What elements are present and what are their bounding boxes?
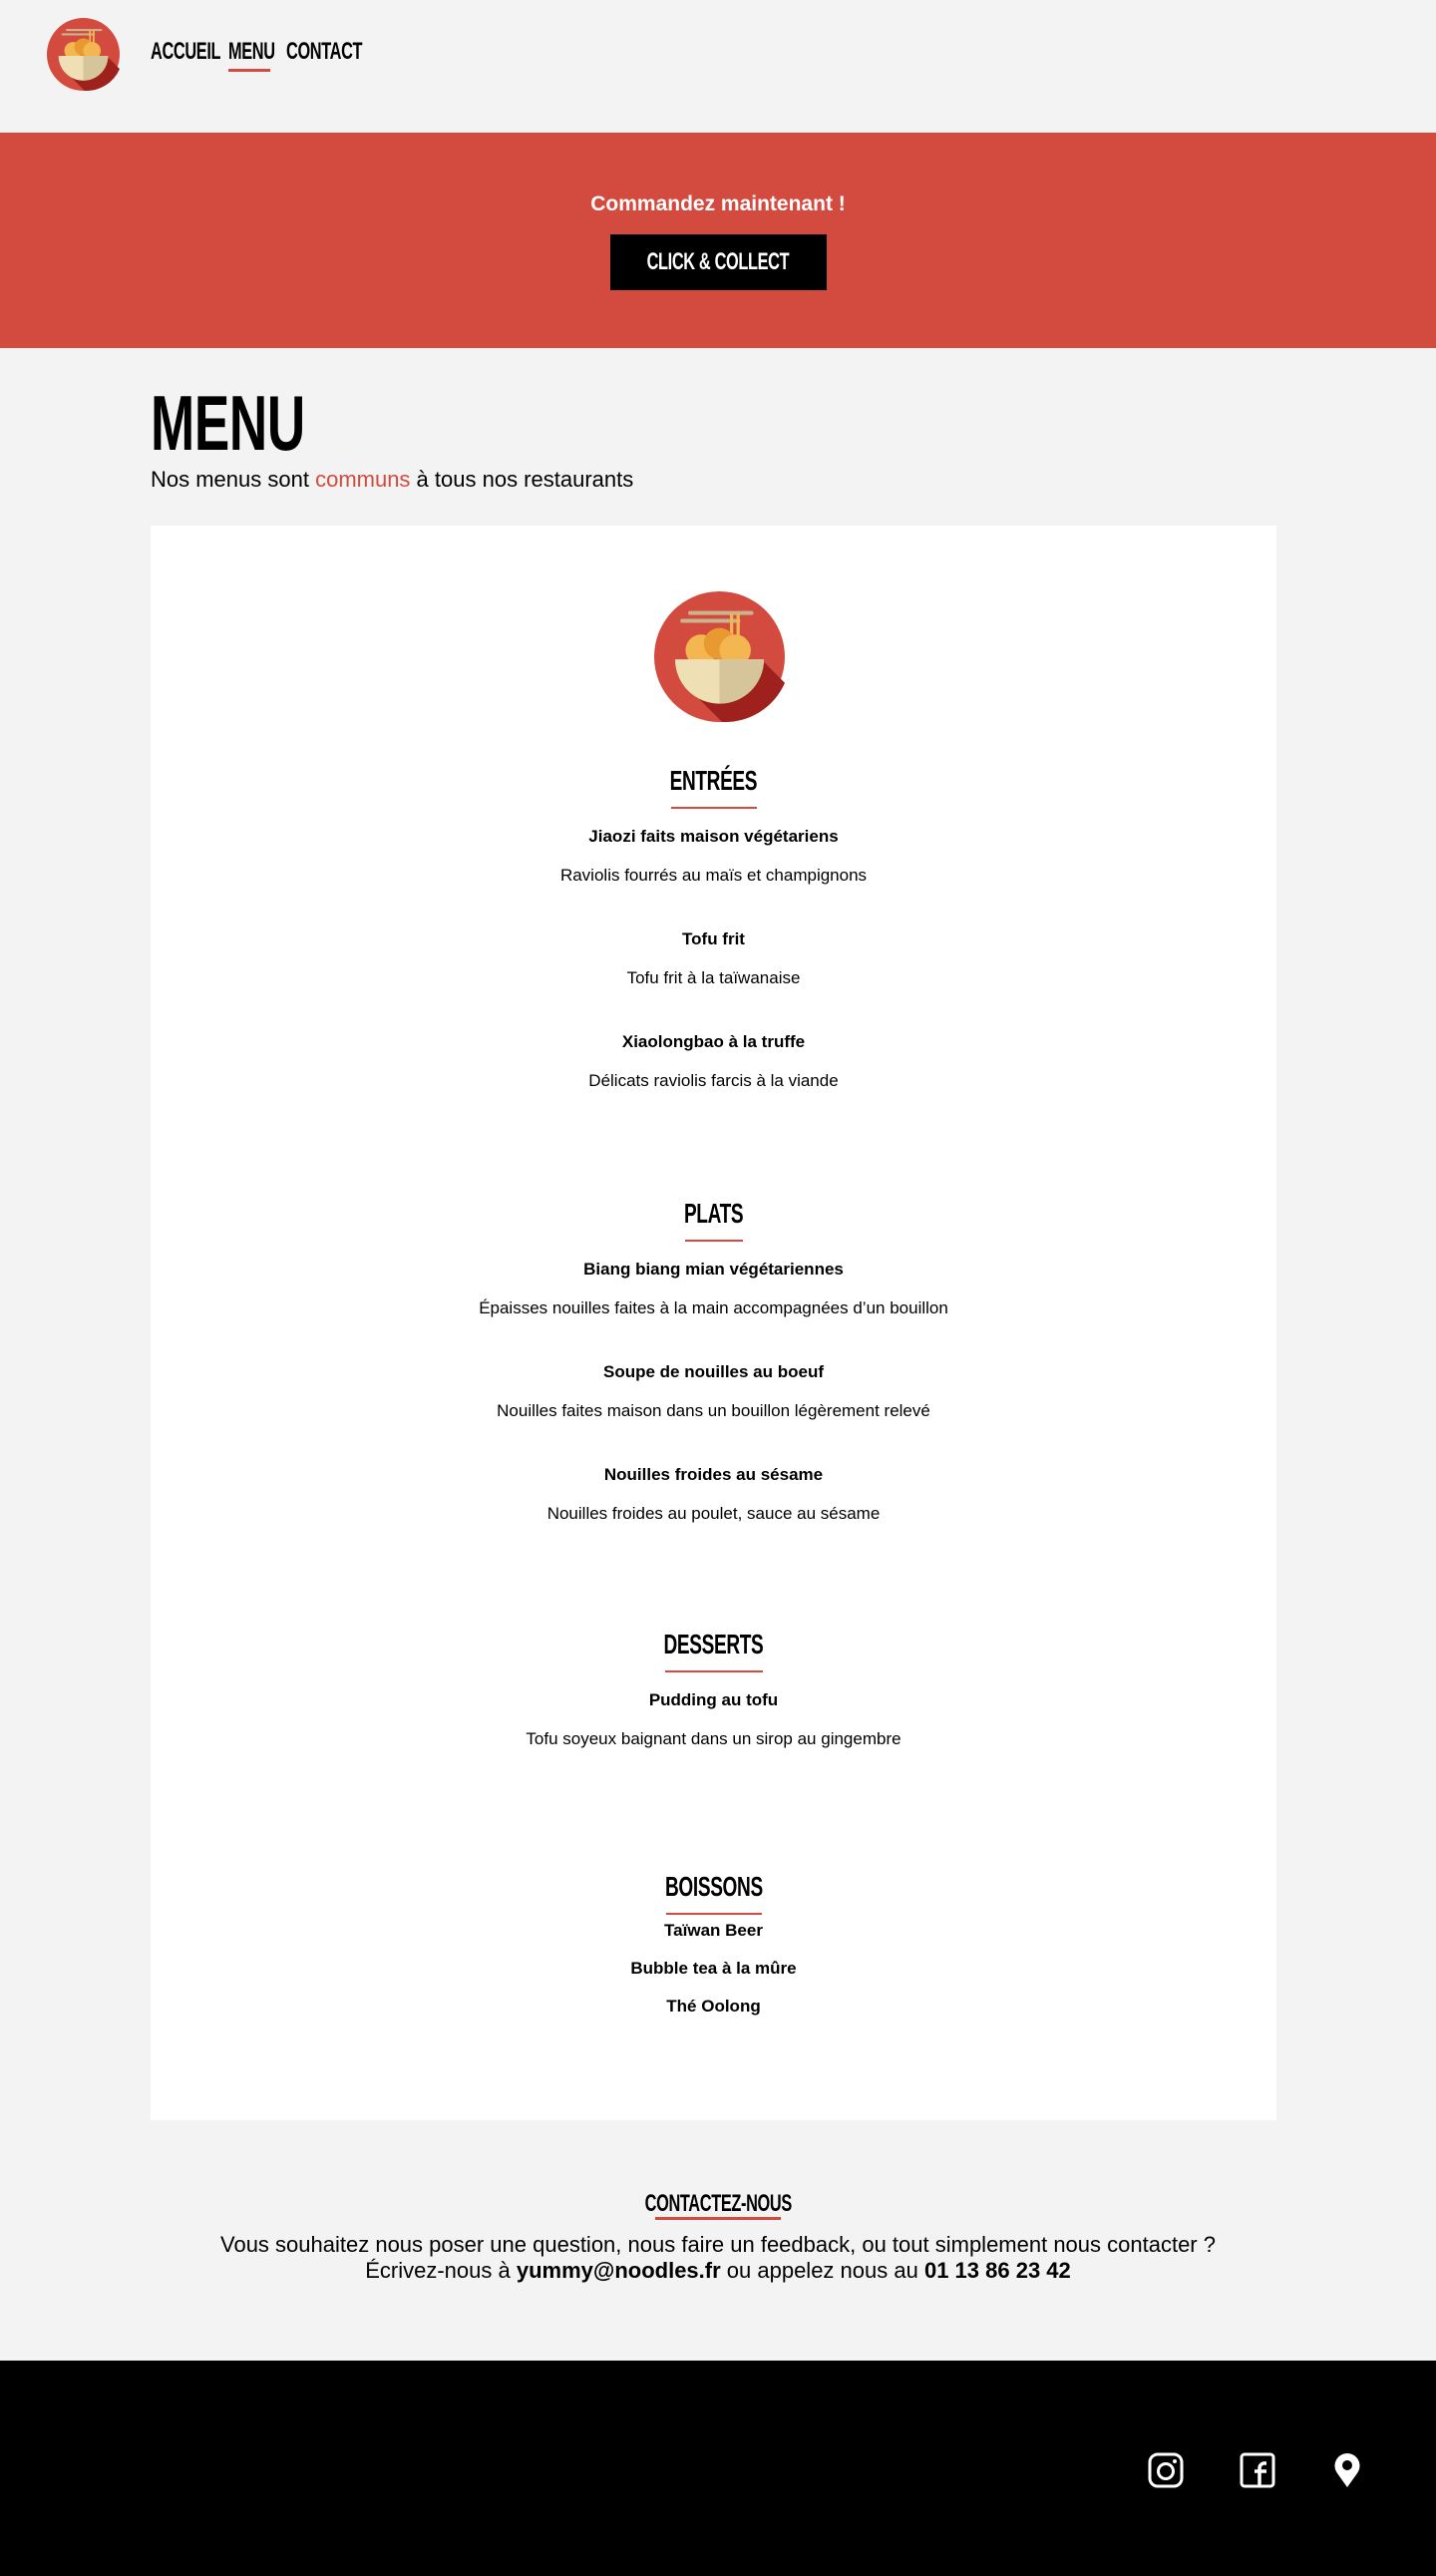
section-title: ENTRÉES [151,765,1276,801]
menu-item: Tofu frit Tofu frit à la taïwanaise [626,929,801,987]
drink-item: Bubble tea à la mûre [630,1959,797,1978]
menu-item: Xiaolongbao à la truffe Délicats raviolis farcis à la viande [588,1032,839,1090]
menu-item: Biang biang mian végétariennes Épaisses nouilles faites à la main accompagnées d’un bouillon [479,1260,948,1317]
page-subtitle: Nos menus sont communs à tous nos restaurants [151,467,634,492]
drink-item: Thé Oolong [666,1997,761,2016]
site-footer [0,2361,1436,2576]
section-title: BOISSONS [151,1871,1276,1907]
instagram-icon[interactable] [1148,2452,1184,2488]
menu-heading [151,379,634,493]
nav-contact[interactable]: CONTACT [286,38,363,65]
section-title: PLATS [151,1198,1276,1234]
menu-item: Jiaozi faits maison végétariens Raviolis fourrés au maïs et champignons [559,827,868,885]
map-pin-icon[interactable] [1329,2452,1365,2488]
nav-accueil[interactable]: ACCUEIL [151,38,221,65]
nav-menu[interactable]: MENU [228,38,270,68]
main-nav [151,38,363,68]
order-text: Commandez maintenant ! [590,192,846,215]
order-banner [0,133,1436,348]
noodle-bowl-illustration [654,591,785,722]
menu-item: Soupe de nouilles au boeuf Nouilles faites maison dans un bouillon légèrement relevé [497,1362,930,1420]
contact-email[interactable]: yummy@noodles.fr [516,2258,721,2283]
section-boissons [151,1871,1276,2017]
click-collect-button[interactable]: CLICK & COLLECT [610,234,827,290]
noodle-bowl-logo[interactable] [47,18,120,91]
section-title: DESSERTS [151,1629,1276,1664]
facebook-icon[interactable] [1240,2452,1275,2488]
site-header [0,0,1436,133]
drink-item: Taïwan Beer [664,1921,763,1940]
page-title: MENU [151,379,305,467]
menu-item: Nouilles froides au sésame Nouilles froides au poulet, sauce au sésame [546,1465,881,1523]
menu-card [151,526,1276,2120]
contact-phone[interactable]: 01 13 86 23 42 [923,2258,1071,2283]
section-desserts [151,1629,1276,1749]
contact-line-1: Vous souhaitez nous poser une question, nous faire un feedback, ou tout simplement nous contacter ? [220,2232,1216,2257]
section-entrees [151,765,1276,1091]
section-plats [151,1198,1276,1524]
contact-line-2: Écrivez-nous à yummy@noodles.fr ou appelez nous au 01 13 86 23 42 [365,2258,1071,2283]
contact-title: CONTACTEZ-NOUS [610,2190,827,2218]
contact-section [0,2190,1436,2284]
menu-item: Pudding au tofu Tofu soyeux baignant dans un sirop au gingembre [526,1690,901,1748]
